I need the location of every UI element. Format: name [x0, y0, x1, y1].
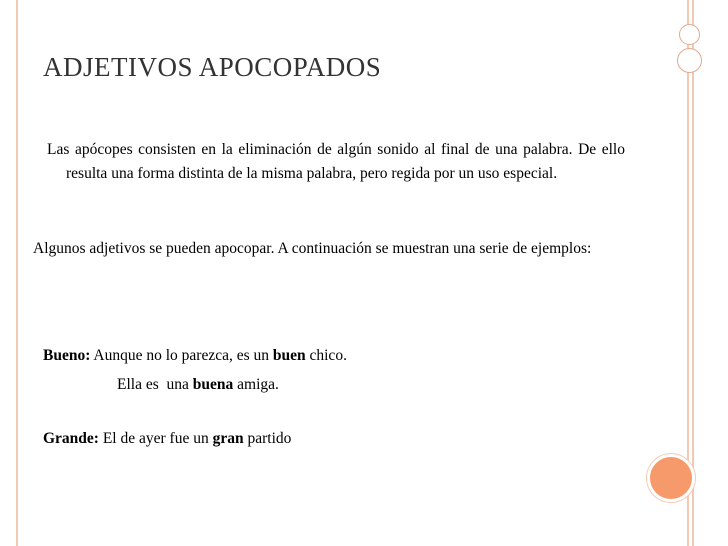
example-text: amiga.: [233, 376, 279, 393]
example-label: Grande:: [43, 430, 99, 447]
example-text: chico.: [305, 347, 347, 364]
example-bueno: [43, 344, 347, 368]
frame-line-left: [16, 0, 18, 546]
slide-title: ADJETIVOS APOCOPADOS: [43, 52, 382, 82]
decorative-circle-small-icon: [679, 24, 700, 45]
decorative-circle-medium-icon: [677, 48, 702, 73]
paragraph-intro: Algunos adjetivos se pueden apocopar. A continuación se muestran una serie de ejemplos:: [33, 240, 592, 257]
paragraph-definition: Las apócopes consisten en la eliminación de algún sonido al final de una palabra. De ello resulta una forma distinta de la misma palabra, pero regida por un uso especial.: [47, 141, 625, 182]
example-text: partido: [243, 430, 292, 447]
example-keyword: buena: [192, 376, 234, 393]
example-buena: [117, 373, 279, 397]
frame-line-right-inner: [692, 0, 694, 546]
example-text: Aunque no lo parezca, es un: [90, 347, 273, 364]
example-label: Bueno:: [43, 347, 91, 364]
example-keyword: gran: [212, 430, 244, 447]
example-keyword: buen: [272, 347, 306, 364]
example-grande: [43, 427, 291, 451]
example-text: El de ayer fue un: [98, 430, 213, 447]
example-text: Ella es una: [117, 376, 193, 393]
decorative-circle-orange-icon: [647, 454, 695, 502]
